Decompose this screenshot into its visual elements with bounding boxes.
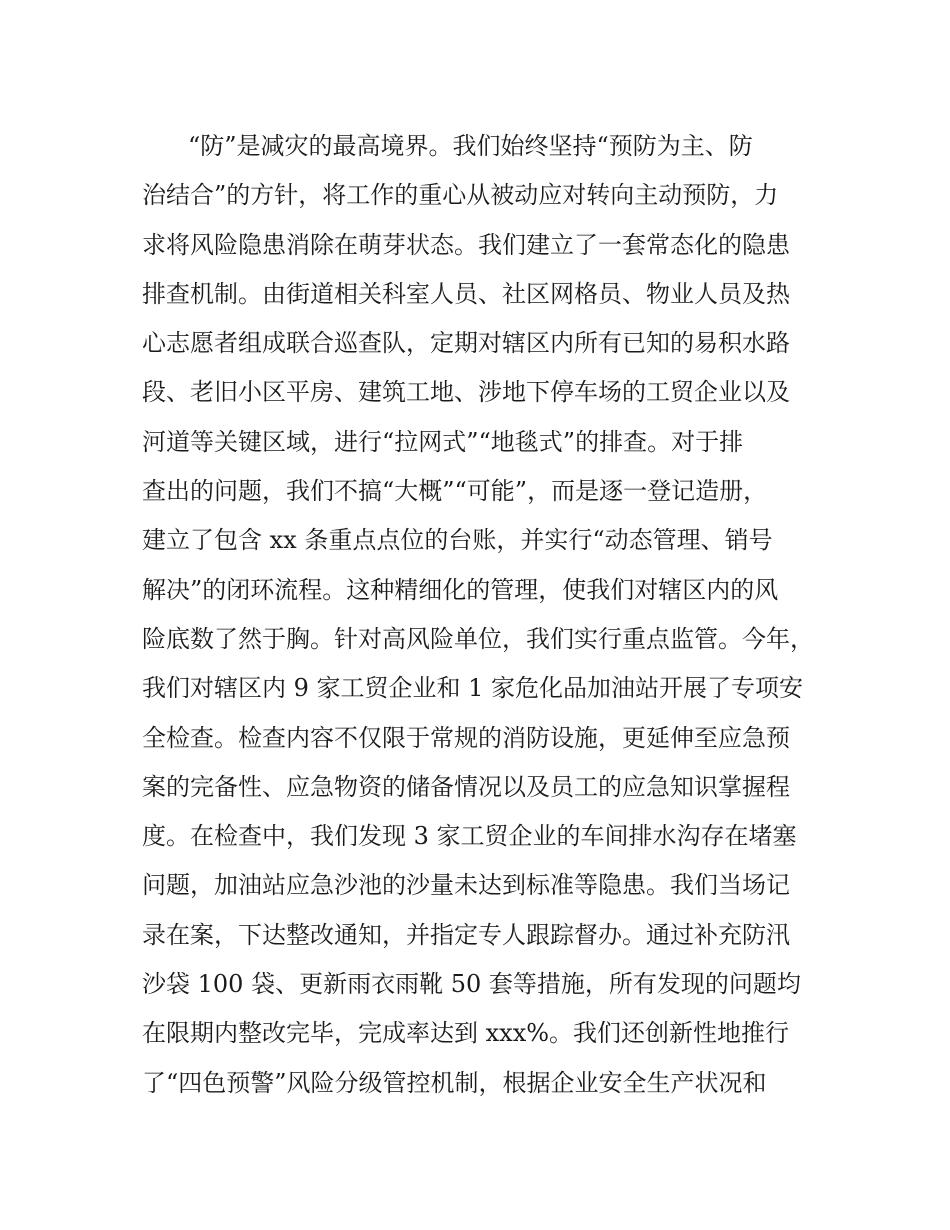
text-line: 问题，加油站应急沙池的沙量未达到标准等隐患。我们当场记	[142, 871, 790, 900]
text-line: 河道等关键区域，进行“拉网式”“地毯式”的排查。对于排	[142, 427, 744, 456]
text-line: 治结合”的方针，将工作的重心从被动应对转向主动预防，力	[142, 181, 779, 210]
text-line: 全检查。检查内容不仅限于常规的消防设施，更延伸至应急预	[142, 723, 790, 752]
paragraph	[142, 122, 842, 1108]
text-line: 险底数了然于胸。针对高风险单位，我们实行重点监管。今年，	[142, 624, 814, 653]
text-line: 解决”的闭环流程。这种精细化的管理，使我们对辖区内的风	[142, 575, 779, 604]
text-line: 查出的问题，我们不搞“大概”“可能”，而是逐一登记造册，	[142, 477, 768, 506]
text-line: 沙袋 100 袋、更新雨衣雨靴 50 套等措施，所有发现的问题均	[142, 970, 801, 999]
text-line: “防”是减灾的最高境界。我们始终坚持“预防为主、防	[188, 132, 753, 160]
text-line: 在限期内整改完毕，完成率达到 xxx%。我们还创新性地推行	[142, 1019, 790, 1048]
text-line: 心志愿者组成联合巡查队，定期对辖区内所有已知的易积水路	[142, 329, 790, 358]
text-line: 我们对辖区内 9 家工贸企业和 1 家危化品加油站开展了专项安	[142, 674, 804, 703]
text-line: 段、老旧小区平房、建筑工地、涉地下停车场的工贸企业以及	[142, 378, 790, 407]
text-line: 排查机制。由街道相关科室人员、社区网格员、物业人员及热	[142, 279, 790, 308]
text-line: 了“四色预警”风险分级管控机制，根据企业安全生产状况和	[142, 1068, 767, 1097]
text-line: 案的完备性、应急物资的储备情况以及员工的应急知识掌握程	[142, 772, 790, 801]
text-line: 录在案，下达整改通知，并指定专人跟踪督办。通过补充防汛	[142, 920, 790, 949]
text-line: 度。在检查中，我们发现 3 家工贸企业的车间排水沟存在堵塞	[142, 822, 797, 851]
text-line: 求将风险隐患消除在萌芽状态。我们建立了一套常态化的隐患	[142, 230, 790, 259]
text-line: 建立了包含 xx 条重点点位的台账，并实行“动态管理、销号	[142, 526, 773, 555]
